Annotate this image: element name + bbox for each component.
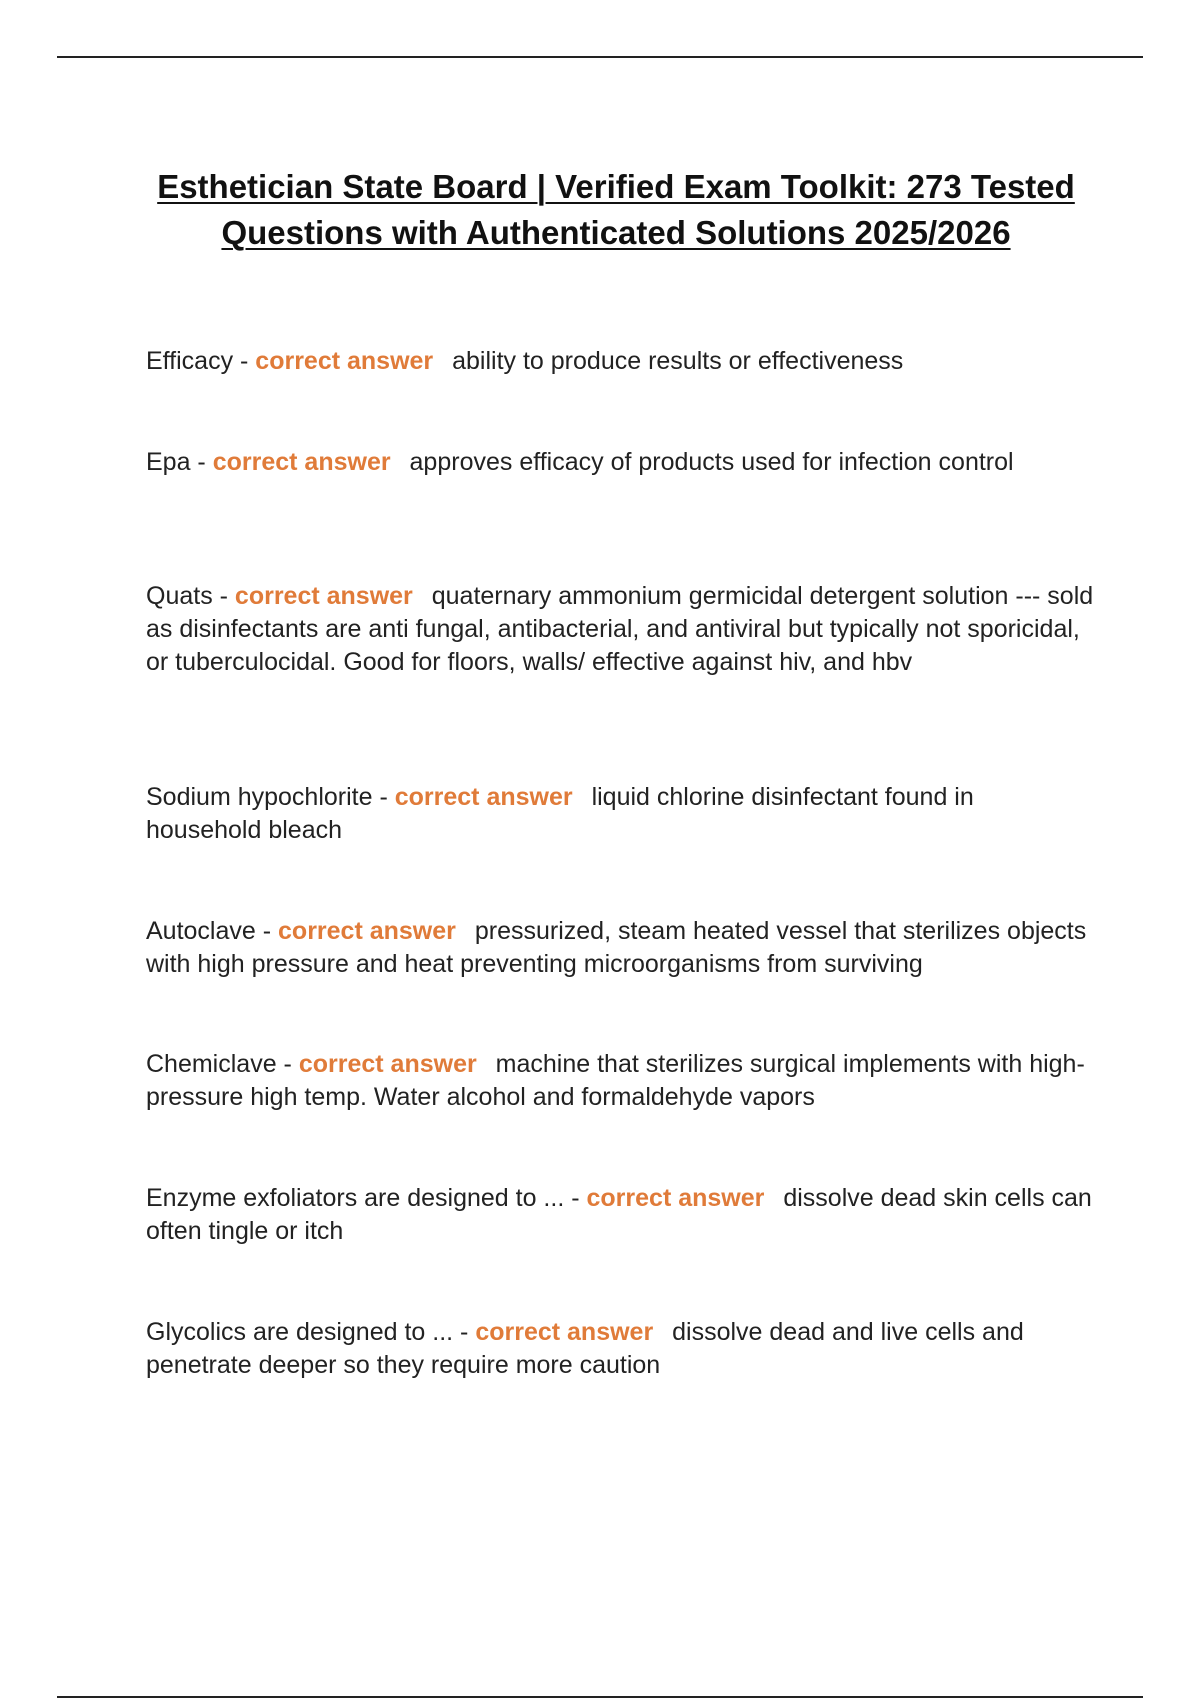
answer-definition: pressurized, steam heated vessel that sterilizes objects with high pressure and heat preventing microorganisms from surviving: [146, 917, 1087, 978]
term-separator: -: [255, 917, 279, 945]
qa-item-autoclave: [146, 915, 1096, 981]
correct-answer-label: correct answer: [586, 1184, 765, 1212]
question-term: Quats: [146, 582, 213, 610]
correct-answer-label: correct answer: [234, 582, 413, 610]
term-separator: -: [564, 1184, 587, 1212]
term-separator: -: [190, 448, 213, 476]
answer-definition: dissolve dead and live cells and penetrate deeper so they require more caution: [146, 1318, 1024, 1379]
qa-item-efficacy: [146, 345, 1096, 378]
question-term: Autoclave: [146, 917, 256, 945]
term-separator: -: [233, 347, 256, 375]
answer-definition: machine that sterilizes surgical implements with high-pressure high temp. Water alcohol and formaldehyde vapors: [146, 1050, 1085, 1111]
page-title-text: Esthetician State Board | Verified Exam Toolkit: 273 Tested Questions with Authenticated Solutions 2025/2026: [157, 168, 1075, 252]
bottom-rule: [57, 1696, 1143, 1698]
term-separator: -: [372, 783, 395, 811]
question-term: Glycolics are designed to ...: [146, 1318, 454, 1346]
correct-answer-label: correct answer: [394, 783, 573, 811]
answer-definition: liquid chlorine disinfectant found in household bleach: [146, 783, 974, 844]
question-term: Enzyme exfoliators are designed to ...: [146, 1184, 565, 1212]
correct-answer-label: correct answer: [278, 917, 456, 945]
answer-definition: ability to produce results or effectiveness: [452, 347, 904, 375]
correct-answer-label: correct answer: [255, 347, 434, 375]
page-title: [130, 164, 1102, 256]
term-separator: -: [453, 1318, 476, 1346]
top-rule: [57, 56, 1143, 58]
question-term: Epa: [146, 448, 191, 476]
answer-definition: dissolve dead skin cells can often tingle or itch: [146, 1184, 1092, 1245]
term-separator: -: [276, 1050, 299, 1078]
qa-item-epa: [146, 446, 1096, 479]
correct-answer-label: correct answer: [298, 1050, 477, 1078]
question-term: Efficacy: [146, 347, 234, 375]
qa-item-sodium-hypochlorite: [146, 781, 1096, 847]
correct-answer-label: correct answer: [475, 1318, 654, 1346]
question-term: Sodium hypochlorite: [146, 783, 373, 811]
term-separator: -: [212, 582, 235, 610]
qa-item-quats: [146, 580, 1096, 679]
answer-definition: approves efficacy of products used for infection control: [409, 448, 1014, 476]
answer-definition: quaternary ammonium germicidal detergent solution --- sold as disinfectants are anti fungal, antibacterial, and antiviral but typically not sporicidal, or tuberculocidal. Good for floors, walls/ effective against hiv, and hbv: [146, 582, 1094, 676]
correct-answer-label: correct answer: [212, 448, 391, 476]
qa-item-chemiclave: [146, 1048, 1096, 1114]
question-term: Chemiclave: [146, 1050, 277, 1078]
qa-item-enzyme-exfoliators: [146, 1182, 1096, 1248]
qa-item-glycolics: [146, 1316, 1096, 1382]
